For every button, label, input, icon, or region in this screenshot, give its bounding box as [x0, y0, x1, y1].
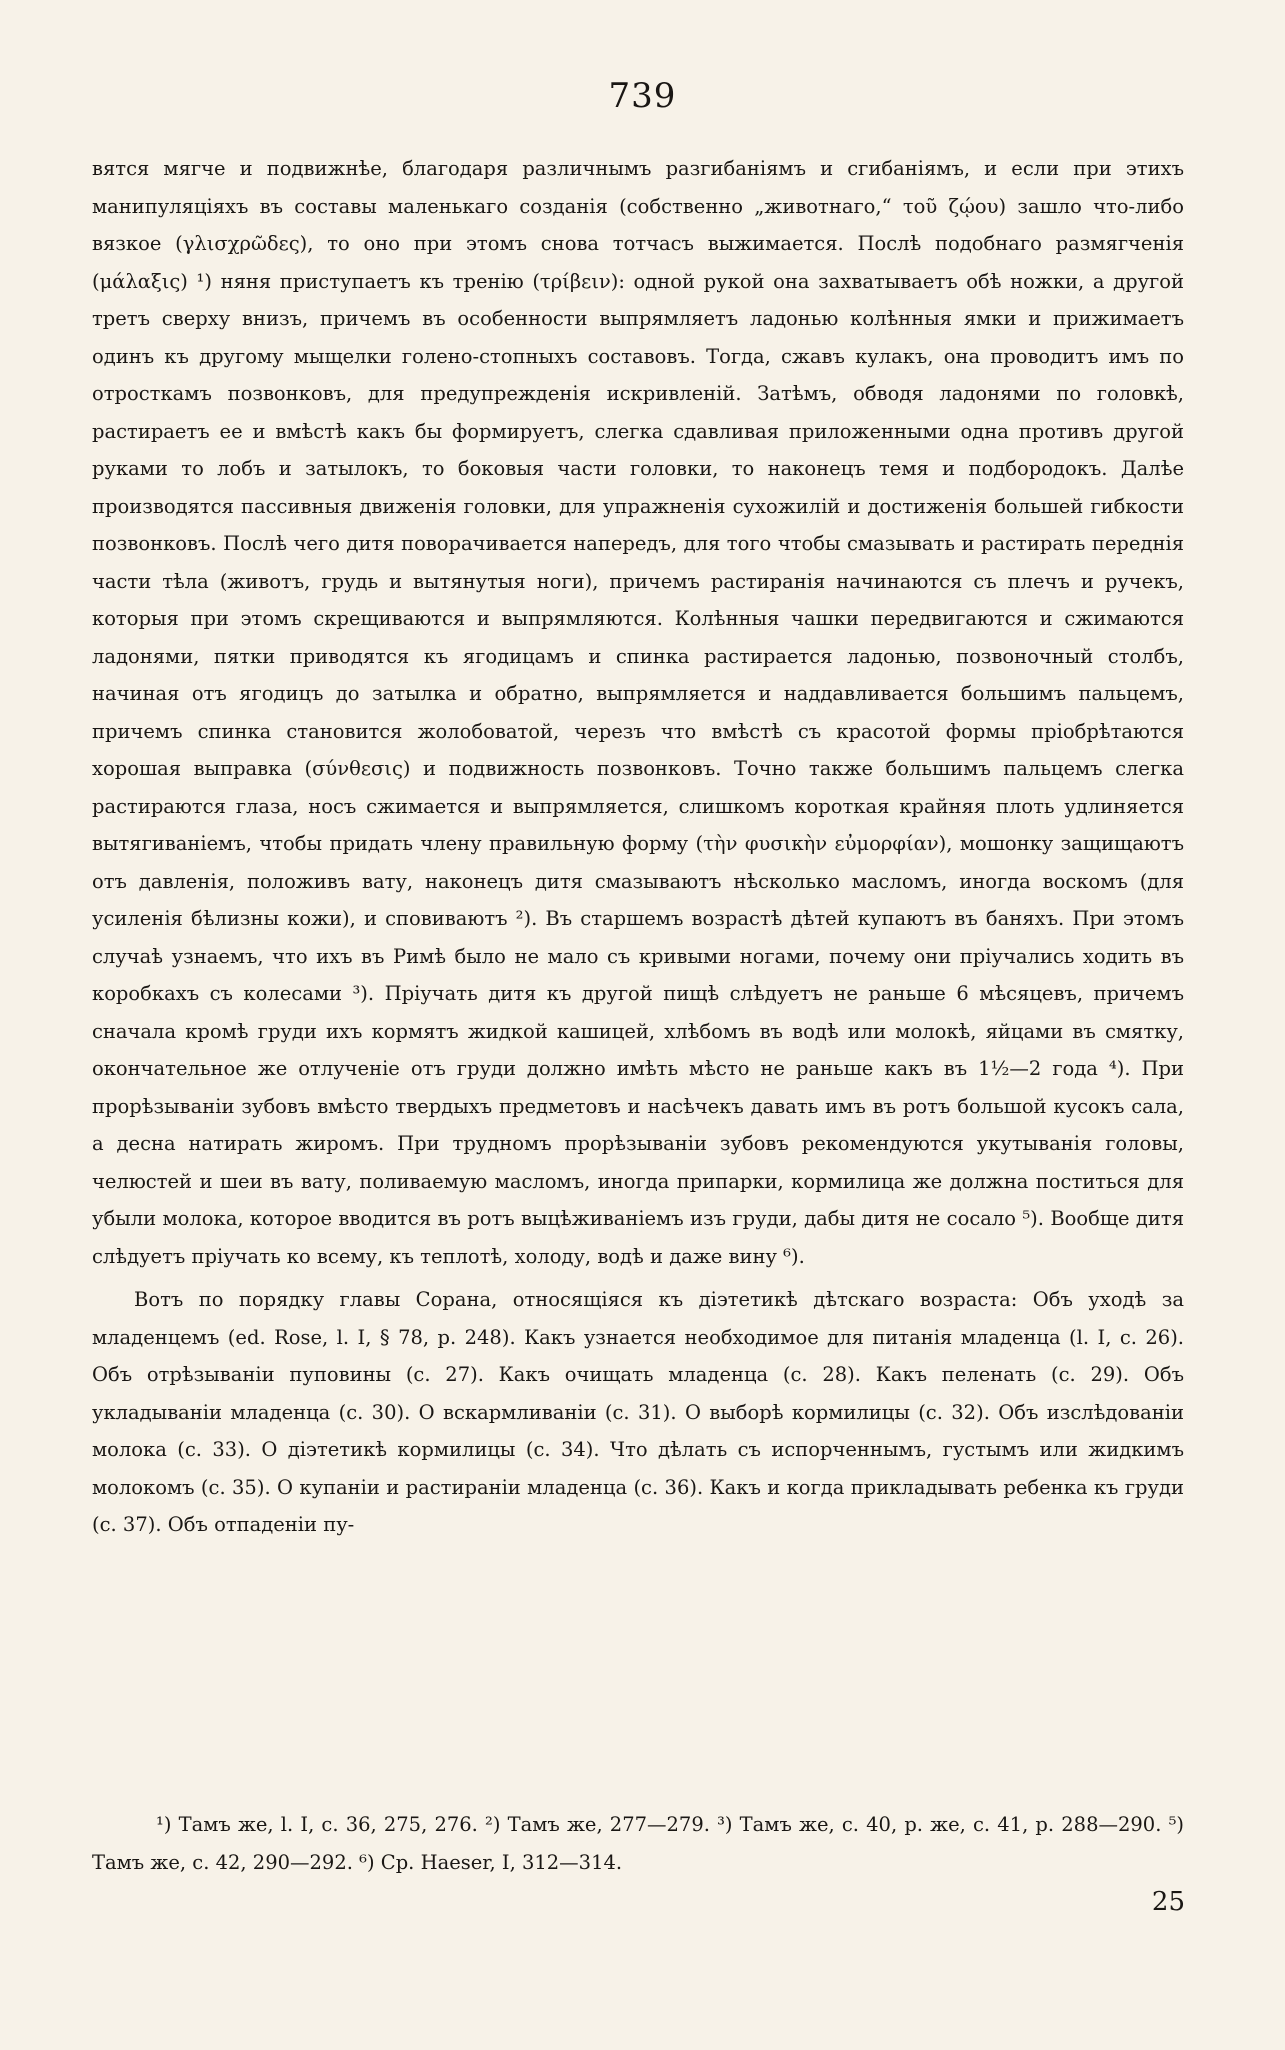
main-text: [92, 150, 1184, 1544]
paragraph-continued: вятся мягче и подвижнѣе, благодаря различнымъ разгибаніямъ и сгибаніямъ, и если при этихъ манипуляціяхъ въ составы маленькаго созданія (собственно „животнаго,“ τοῦ ζῴου) зашло что-либо вязкое (γλισχρῶδες), то оно при этомъ снова тотчасъ выжимается. Послѣ подобнаго размягченія (μάλαξις) ¹) няня приступаетъ къ тренію (τρίβειν): одной рукой она захватываетъ обѣ ножки, а другой третъ сверху внизъ, причемъ въ особенности выпрямляетъ ладонью колѣнныя ямки и прижимаетъ одинъ къ другому мыщелки голено-стопныхъ составовъ. Тогда, сжавъ кулакъ, она проводитъ имъ по отросткамъ позвонковъ, для предупрежденія искривленій. Затѣмъ, обводя ладонями по головкѣ, растираетъ ее и вмѣстѣ какъ бы формируетъ, слегка сдавливая приложенными одна противъ другой руками то лобъ и затылокъ, то боковыя части головки, то наконецъ темя и подбородокъ. Далѣе производятся пассивныя движенія головки, для упражненія сухожилій и достиженія большей гибкости позвонковъ. Послѣ чего дитя поворачивается напередъ, для того чтобы смазывать и растирать переднія части тѣла (животъ, грудь и вытянутыя ноги), причемъ растиранія начинаются съ плечъ и ручекъ, которыя при этомъ скрещиваются и выпрямляются. Колѣнныя чашки передвигаются и сжимаются ладонями, пятки приводятся къ ягодицамъ и спинка растирается ладонью, позвоночный столбъ, начиная отъ ягодицъ до затылка и обратно, выпрямляется и наддавливается большимъ пальцемъ, причемъ спинка становится жолобоватой, черезъ что вмѣстѣ съ красотой формы пріобрѣтаются хорошая выправка (σύνθεσις) и подвижность позвонковъ. Точно также большимъ пальцемъ слегка растираются глаза, носъ сжимается и выпрямляется, слишкомъ короткая крайняя плоть удлиняется вытягиваніемъ, чтобы придать члену правильную форму (τὴν φυσικὴν εὐμορφίαν), мошонку защищаютъ отъ давленія, положивъ вату, наконецъ дитя смазываютъ нѣсколько масломъ, иногда воскомъ (для усиленія бѣлизны кожи), и сповиваютъ ²). Въ старшемъ возрастѣ дѣтей купаютъ въ баняхъ. При этомъ случаѣ узнаемъ, что ихъ въ Римѣ было не мало съ кривыми ногами, почему они пріучались ходить въ коробкахъ съ колесами ³). Пріучать дитя къ другой пищѣ слѣдуетъ не раньше 6 мѣсяцевъ, причемъ сначала кромѣ груди ихъ кормятъ жидкой кашицей, хлѣбомъ въ водѣ или молокѣ, яйцами въ смятку, окончательное же отлученіе отъ груди должно имѣть мѣсто не раньше какъ въ 1½—2 года ⁴). При прорѣзываніи зубовъ вмѣсто твердыхъ предметовъ и насѣчекъ давать имъ въ ротъ большой кусокъ сала, а десна натирать жиромъ. При трудномъ прорѣзываніи зубовъ рекомендуются укутыванія головы, челюстей и шеи въ вату, поливаемую масломъ, иногда припарки, кормилица же должна поститься для убыли молока, которое вводится въ ротъ выцѣживаніемъ изъ груди, дабы дитя не сосало ⁵). Вообще дитя слѣдуетъ пріучать ко всему, къ теплотѣ, холоду, водѣ и даже вину ⁶).: [92, 157, 1184, 1268]
page-number: 739: [608, 76, 677, 116]
signature-number: 25: [1151, 1887, 1185, 1917]
paragraph-soranus-chapters: Вотъ по порядку главы Сорана, относящіяся къ діэтетикѣ дѣтскаго возраста: Объ уходѣ за младенцемъ (ed. Rose, l. I, § 78, p. 248). Какъ узнается необходимое для питанія младенца (l. I, c. 26). Объ отрѣзываніи пуповины (c. 27). Какъ очищать младенца (c. 28). Какъ пеленать (c. 29). Объ укладываніи младенца (c. 30). О вскармливаніи (c. 31). О выборѣ кормилицы (c. 32). Объ изслѣдованіи молока (c. 33). О діэтетикѣ кормилицы (c. 34). Что дѣлать съ испорченнымъ, густымъ или жидкимъ молокомъ (c. 35). О купаніи и растираніи младенца (c. 36). Какъ и когда прикладывать ребенка къ груди (c. 37). Объ отпаденіи пу-: [92, 1288, 1184, 1536]
footnotes: [92, 1806, 1184, 1882]
footnote-text: ¹) Тамъ же, l. I, c. 36, 275, 276. ²) Тамъ же, 277—279. ³) Тамъ же, c. 40, p. же, c. 41, p. 288—290. ⁵) Тамъ же, c. 42, 290—292. ⁶) Ср. Haeser, I, 312—314.: [92, 1813, 1184, 1874]
